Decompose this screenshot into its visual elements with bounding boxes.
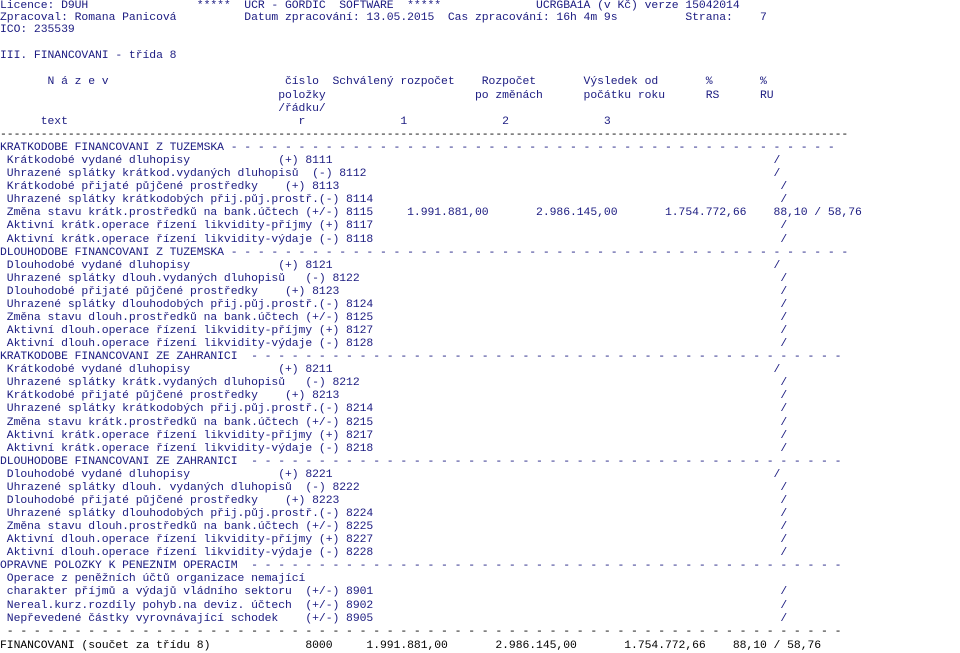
table-row: Nereal.kurz.rozdíly pohyb.na deviz. účtech (+/-) 8902 /	[0, 599, 788, 612]
column-header-row-1: N á z e v číslo Schválený rozpočet Rozpočet Výsledek od % %	[0, 76, 767, 88]
section-title: III. FINANCOVÁNÍ - třída 8	[0, 50, 177, 62]
table-row: Aktivní dlouh.operace řízení likvidity-příjmy (+) 8227 /	[0, 534, 788, 547]
table-row: Uhrazené splátky krátkod.vydaných dluhopisů (-) 8112 /	[0, 168, 781, 181]
processor-line: Zpracoval: Romana Panicová Datum zpracování: 13.05.2015 Čas zpracování: 16h 4m 9s Strana: 7	[0, 12, 767, 24]
table-row: Krátkodobé přijaté půjčené prostředky (+) 8113 /	[0, 181, 788, 194]
table-row: Změna stavu dlouh.prostředků na bank.účtech (+/-) 8125 /	[0, 311, 788, 324]
table-row: Dlouhodobé vydané dluhopisy (+) 8221 /	[0, 468, 781, 481]
total-row: FINANCOVÁNÍ (součet za třídu 8) 8000 1.991.881,00 2.986.145,00 1.754.772,66 88,10 / 58,76	[0, 640, 822, 652]
table-row: Aktivní krátk.operace řízení likvidity-příjmy (+) 8117 /	[0, 220, 788, 233]
table-row: Dlouhodobé přijaté půjčené prostředky (+) 8123 /	[0, 285, 788, 298]
table-row: Změna stavu dlouh.prostředků na bank.účtech (+/-) 8225 /	[0, 521, 788, 533]
table-row: Uhrazené splátky krátk.vydaných dluhopisů (-) 8212 /	[0, 377, 788, 390]
table-row: Aktivní dlouh.operace řízení likvidity-výdaje (-) 8128 /	[0, 338, 788, 351]
table-row: Uhrazené splátky krátkodobých přij.půj.prostř.(-) 8214 /	[0, 403, 788, 416]
table-row: charakter příjmů a výdajů vládního sektoru (+/-) 8901 /	[0, 586, 788, 599]
table-row: Krátkodobé vydané dluhopisy (+) 8111 /	[0, 155, 781, 168]
table-row: Dlouhodobé přijaté půjčené prostředky (+) 8223 /	[0, 494, 788, 507]
table-row: Aktivní krátk.operace řízení likvidity-příjmy (+) 8217 /	[0, 429, 788, 442]
section-heading-row: DLOUHODOBÉ FINANCOVÁNÍ ZE ZAHRANIČÍ - - - - - - - - - - - - - - - - - - - - - - - - - - - - - - - - - - - - - - - - - - - -	[0, 455, 842, 468]
table-row: Dlouhodobé vydané dluhopisy (+) 8121 /	[0, 259, 781, 272]
header-rule: -----------------------------------------------------------------------------------------------------------------------------	[0, 129, 849, 141]
table-row: Aktivní dlouh.operace řízení likvidity-příjmy (+) 8127 /	[0, 325, 788, 337]
table-row: Uhrazené splátky krátkodobých přij.půj.prostř.(-) 8114 /	[0, 194, 788, 207]
table-row: Nepřevedené částky vyrovnávající schodek (+/-) 8905 /	[0, 612, 788, 625]
table-row: - - - - - - - - - - - - - - - - - - - - - - - - - - - - - - - - - - - - - - - - - - - - - - - - - - - - - - - - - - - - - -	[0, 625, 842, 638]
table-row: Uhrazené splátky dlouhodobých přij.půj.prostř.(-) 8224 /	[0, 508, 788, 520]
table-row: Aktivní dlouh.operace řízení likvidity-výdaje (-) 8228 /	[0, 547, 788, 560]
table-row: Aktivní krátk.operace řízení likvidity-výdaje (-) 8118 /	[0, 233, 788, 246]
ico-line: IČO: 235539	[0, 24, 75, 36]
section-heading-row: KRÁTKODOBÉ FINANCOVÁNÍ ZE ZAHRANIČÍ - - - - - - - - - - - - - - - - - - - - - - - - - - - - - - - - - - - - - - - - - - - -	[0, 351, 842, 364]
license-line: Licence: D9UH ***** UCR - GORDIC SOFTWARE ***** UCRGBA1A (v Kč) verze 15042014	[0, 0, 740, 12]
column-header-row-2: položky po změnách počátku roku RS RU	[0, 90, 774, 102]
table-row: Uhrazené splátky dlouh. vydaných dluhopisů (-) 8222 /	[0, 481, 788, 494]
table-row: Uhrazené splátky dlouh.vydaných dluhopisů (-) 8122 /	[0, 272, 788, 285]
section-heading-row: DLOUHODOBÉ FINANCOVÁNÍ Z TUZEMSKA - - - - - - - - - - - - - - - - - - - - - - - - - - - - - - - - - - - - - - - - - - - - - -	[0, 246, 849, 259]
table-row: Krátkodobé vydané dluhopisy (+) 8211 /	[0, 364, 781, 377]
table-row: Operace z peněžních účtů organizace nemající	[0, 573, 306, 586]
section-heading-row: OPRAVNÉ POLOŽKY K PENĚŽNÍM OPERACÍM - - - - - - - - - - - - - - - - - - - - - - - - - - - - - - - - - - - - - - - - - - - -	[0, 560, 842, 573]
table-row: Krátkodobé přijaté půjčené prostředky (+) 8213 /	[0, 390, 788, 403]
table-row: Uhrazené splátky dlouhodobých přij.půj.prostř.(-) 8124 /	[0, 298, 788, 311]
table-row: Změna stavu krátk.prostředků na bank.účtech (+/-) 8115 1.991.881,00 2.986.145,00 1.754.772,66 88,10 / 58,76	[0, 207, 862, 220]
table-row: Aktivní krátk.operace řízení likvidity-výdaje (-) 8218 /	[0, 442, 788, 455]
column-header-row-4: text r 1 2 3	[0, 116, 611, 128]
column-header-row-3: /řádku/	[0, 103, 326, 115]
table-row: Změna stavu krátk.prostředků na bank.účtech (+/-) 8215 /	[0, 416, 788, 429]
section-heading-row: KRÁTKODOBÉ FINANCOVÁNÍ Z TUZEMSKA - - - - - - - - - - - - - - - - - - - - - - - - - - - - - - - - - - - - - - - - - - - - -	[0, 142, 835, 154]
